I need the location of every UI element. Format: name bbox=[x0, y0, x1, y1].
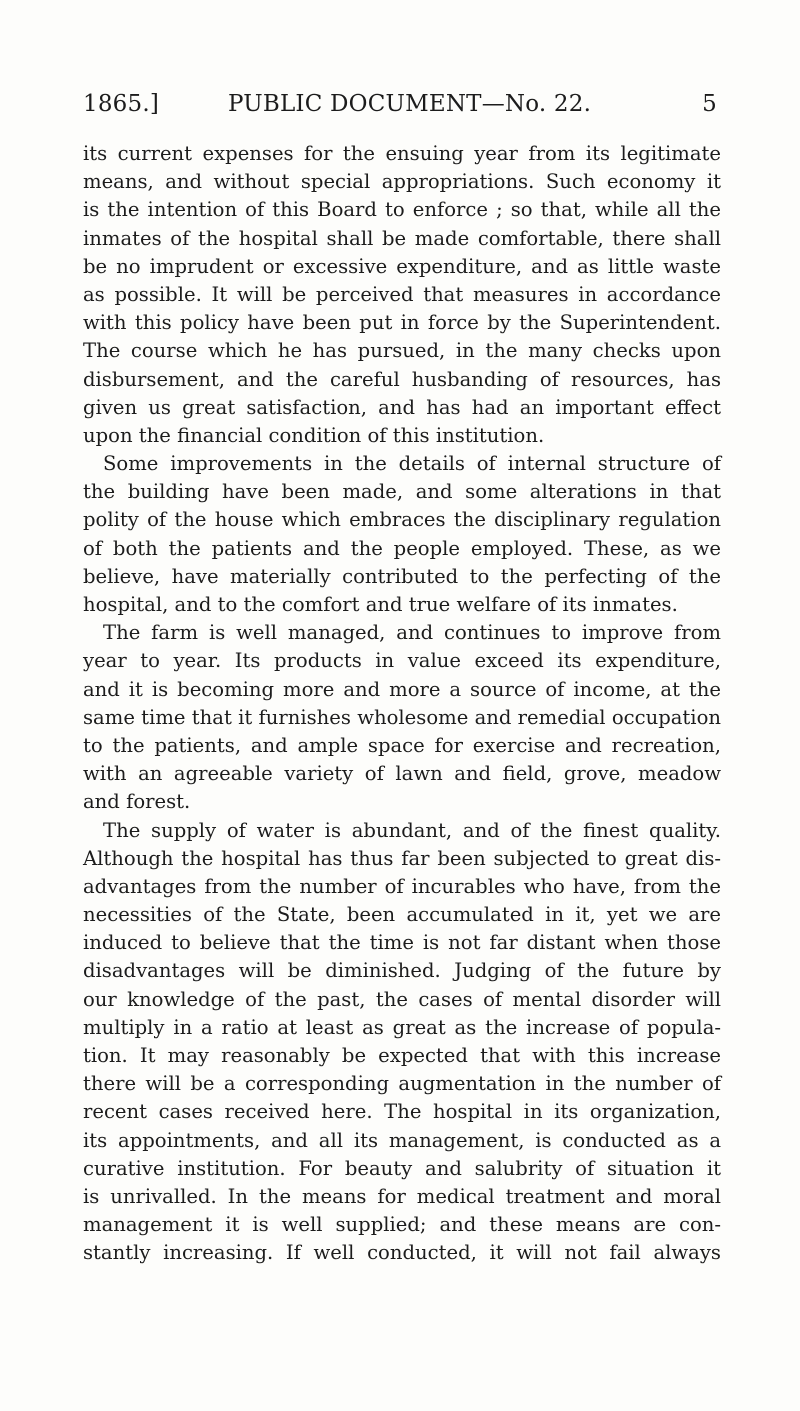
text-line: multiply in a ratio at least as great as the increase of popula- bbox=[83, 1015, 721, 1039]
text-line: disbursement, and the careful husbanding of resources, has bbox=[83, 367, 721, 391]
text-line: and it is becoming more and more a source of income, at the bbox=[83, 677, 721, 701]
text-line: disadvantages will be diminished. Judging of the future by bbox=[83, 959, 721, 983]
text-line: polity of the house which embraces the disciplinary regulation bbox=[83, 508, 721, 532]
text-line: management it is well supplied; and these means are con- bbox=[83, 1213, 721, 1237]
header-year: 1865.] bbox=[83, 91, 160, 117]
text-line: The supply of water is abundant, and of the finest quality. bbox=[103, 818, 721, 842]
text-line: The farm is well managed, and continues to improve from bbox=[103, 621, 721, 645]
text-line: its current expenses for the ensuing year from its legitimate bbox=[83, 142, 721, 165]
text-line: our knowledge of the past, the cases of mental disorder will bbox=[83, 987, 721, 1011]
text-line: The course which he has pursued, in the many checks upon bbox=[83, 339, 721, 363]
text-line: stantly increasing. If well conducted, it will not fail always bbox=[83, 1241, 721, 1265]
text-line: is unrivalled. In the means for medical treatment and moral bbox=[83, 1184, 721, 1208]
text-line: there will be a corresponding augmentation in the number of bbox=[83, 1072, 721, 1096]
text-line: advantages from the number of incurables who have, from the bbox=[83, 874, 721, 898]
text-line: as possible. It will be perceived that measures in accordance bbox=[83, 282, 721, 306]
text-line: means, and without special appropriations. Such economy it bbox=[83, 170, 721, 194]
text-line: same time that it furnishes wholesome and remedial occupation bbox=[83, 705, 721, 729]
header-title: PUBLIC DOCUMENT—No. 22. bbox=[228, 91, 592, 117]
text-line: with this policy have been put in force by the Superintendent. bbox=[83, 311, 721, 335]
text-line: tion. It may reasonably be expected that with this increase bbox=[83, 1044, 721, 1067]
text-line: upon the financial condition of this institution. bbox=[83, 423, 545, 447]
text-line: with an agreeable variety of lawn and field, grove, meadow bbox=[83, 762, 721, 786]
text-line: believe, have materially contributed to the perfecting of the bbox=[83, 564, 721, 588]
body-text bbox=[83, 140, 721, 1268]
text-line: of both the patients and the people employed. These, as we bbox=[83, 536, 721, 560]
page-number: 5 bbox=[702, 91, 717, 117]
text-line: inmates of the hospital shall be made comfortable, there shall bbox=[83, 226, 721, 250]
text-line: its appointments, and all its management, is conducted as a bbox=[83, 1128, 721, 1152]
text-line: given us great satisfaction, and has had an important effect bbox=[83, 395, 721, 419]
text-line: year to year. Its products in value exceed its expenditure, bbox=[83, 649, 721, 673]
text-line: hospital, and to the comfort and true welfare of its inmates. bbox=[83, 593, 678, 616]
document-page bbox=[83, 86, 721, 1268]
text-line: curative institution. For beauty and salubrity of situation it bbox=[83, 1156, 721, 1180]
text-line: Although the hospital has thus far been subjected to great dis- bbox=[83, 846, 721, 870]
text-line: induced to believe that the time is not far distant when those bbox=[83, 931, 721, 955]
text-line: recent cases received here. The hospital in its organization, bbox=[83, 1100, 721, 1124]
text-line: and forest. bbox=[83, 790, 191, 814]
text-line: Some improvements in the details of internal structure of bbox=[103, 452, 721, 476]
running-header bbox=[83, 86, 721, 122]
text-line: is the intention of this Board to enforce ; so that, while all the bbox=[83, 198, 721, 222]
text-line: the building have been made, and some alterations in that bbox=[83, 480, 721, 504]
text-line: to the patients, and ample space for exercise and recreation, bbox=[83, 733, 721, 757]
text-line: be no imprudent or excessive expenditure, and as little waste bbox=[83, 254, 721, 278]
text-line: necessities of the State, been accumulated in it, yet we are bbox=[83, 903, 721, 927]
